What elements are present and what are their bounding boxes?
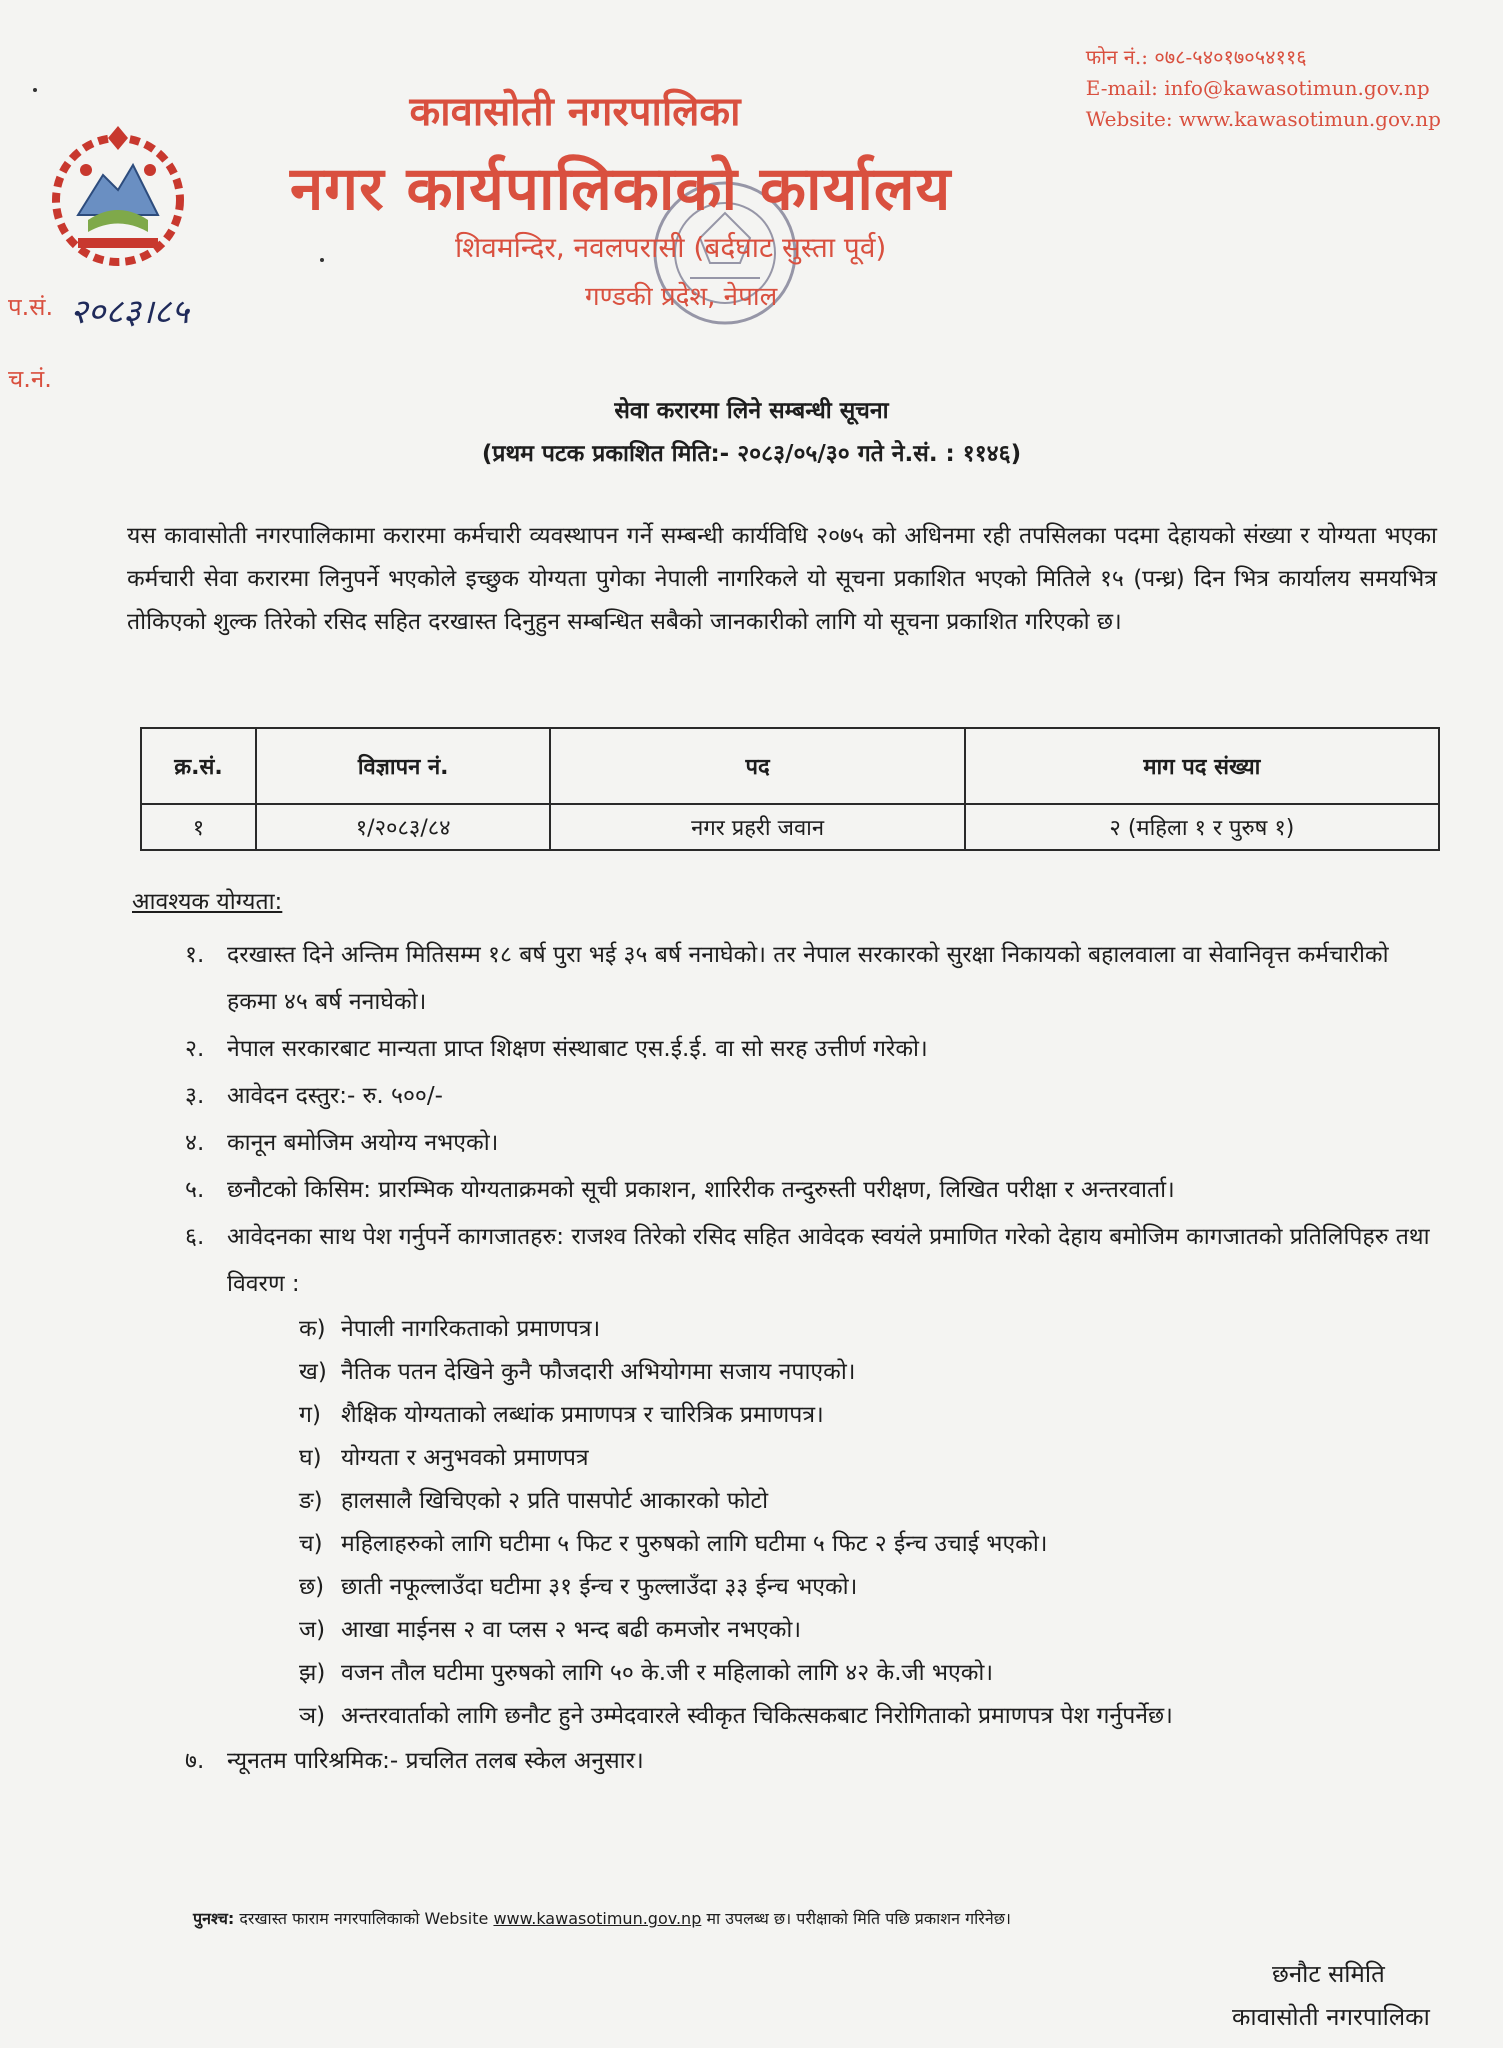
item-text: दरखास्त दिने अन्तिम मितिसम्म १८ बर्ष पुरा भई ३५ बर्ष ननाघेको। तर नेपाल सरकारको सुरक्षा निकायको बहालवाला वा सेवानिवृत्त कर्मचारीको हकमा ४५ बर्ष ननाघेको।: [227, 942, 1389, 1015]
dispatch-label: च.नं.: [8, 365, 52, 393]
list-item: [185, 932, 1445, 1026]
document-text: शैक्षिक योग्यताको लब्धांक प्रमाणपत्र र चारित्रिक प्रमाणपत्र।: [341, 1402, 824, 1428]
office-address: शिवमन्दिर, नवलपरासी (बर्दघाट सुस्ता पूर्व): [455, 231, 887, 264]
document-item: [299, 1609, 1445, 1652]
document-text: नैतिक पतन देखिने कुनै फौजदारी अभियोगमा सजाय नपाएको।: [341, 1359, 856, 1385]
contact-block: [1086, 42, 1441, 135]
notice-subtitle: (प्रथम पटक प्रकाशित मिति:- २०८३/०५/३० गते ने.सं. : ११४६): [481, 441, 1022, 467]
table-header: माग पद संख्या: [965, 728, 1439, 804]
postscript-prefix: पुनश्च:: [193, 1909, 235, 1928]
document-item: [299, 1566, 1445, 1609]
document-item: [299, 1394, 1445, 1437]
document-label: छ): [299, 1574, 325, 1600]
postscript-text: दरखास्त फाराम नगरपालिकाको Website: [239, 1909, 489, 1928]
item-text: कानून बमोजिम अयोग्य नभएको।: [227, 1130, 499, 1156]
document-label: ञ): [299, 1703, 326, 1729]
item-number: १.: [185, 942, 205, 968]
item-number: ७.: [185, 1748, 205, 1774]
document-label: ग): [299, 1402, 321, 1428]
document-label: ङ): [299, 1488, 323, 1514]
item-number: ५.: [185, 1177, 205, 1203]
document-item: [299, 1480, 1445, 1523]
postscript-text-end: मा उपलब्ध छ। परीक्षाको मिति पछि प्रकाशन गरिनेछ।: [706, 1909, 1011, 1928]
table-header: पद: [550, 728, 964, 804]
scan-speck: [33, 88, 37, 92]
document-item: [299, 1652, 1445, 1695]
postscript: [193, 1907, 1011, 1929]
document-item: [299, 1308, 1445, 1351]
item-text: आवेदन दस्तुर:- रु. ५००/-: [227, 1083, 443, 1109]
signature-committee: छनौट समिति: [1272, 1960, 1385, 1988]
item-number: ३.: [185, 1083, 205, 1109]
scan-speck: [320, 258, 324, 262]
table-cell: नगर प्रहरी जवान: [550, 804, 964, 850]
table-header: विज्ञापन नं.: [256, 728, 551, 804]
table-cell: १/२०८३/८४: [256, 804, 551, 850]
document-text: आखा माईनस २ वा प्लस २ भन्द बढी कमजोर नभएको।: [341, 1617, 802, 1643]
ref-label: प.सं.: [8, 293, 54, 321]
table-row: [141, 804, 1439, 850]
item-text: छनौटको किसिम: प्रारम्भिक योग्यताक्रमको सूची प्रकाशन, शारिरीक तन्दुरुस्ती परीक्षण, लिखित परीक्षा र अन्तरवार्ता।: [227, 1177, 1175, 1203]
table-header: क्र.सं.: [141, 728, 256, 804]
document-text: अन्तरवार्ताको लागि छनौट हुने उम्मेदवारले स्वीकृत चिकित्सकबाट निरोगिताको प्रमाणपत्र पेश गर्नुपर्नेछ।: [341, 1703, 1173, 1729]
documents-list: [227, 1308, 1445, 1738]
list-item: [185, 1167, 1445, 1214]
municipality-name: कावासोती नगरपालिका: [409, 89, 741, 135]
document-label: क): [299, 1316, 326, 1342]
document-label: घ): [299, 1445, 322, 1471]
requirements-list: [185, 932, 1445, 1785]
document-label: ज): [299, 1617, 326, 1643]
item-number: ६.: [185, 1224, 205, 1250]
item-text: नेपाल सरकारबाट मान्यता प्राप्त शिक्षण संस्थाबाट एस.ई.ई. वा सो सरह उत्तीर्ण गरेको।: [227, 1036, 928, 1062]
office-title: नगर कार्यपालिकाको कार्यालय: [290, 154, 952, 224]
item-number: २.: [185, 1036, 205, 1062]
ref-number: २०८३।८५: [70, 292, 189, 332]
table-header-row: [141, 728, 1439, 804]
document-text: हालसालै खिचिएको २ प्रति पासपोर्ट आकारको फोटो: [341, 1488, 769, 1514]
document-text: नेपाली नागरिकताको प्रमाणपत्र।: [341, 1316, 601, 1342]
list-item: [185, 1120, 1445, 1167]
document-item: [299, 1523, 1445, 1566]
document-item: [299, 1437, 1445, 1480]
table-cell: २ (महिला १ र पुरुष १): [965, 804, 1439, 850]
website-link[interactable]: www.kawasotimun.gov.np: [493, 1909, 702, 1928]
notice-title: सेवा करारमा लिने सम्बन्धी सूचना: [614, 398, 889, 424]
phone-number: फोन नं.: ०७८-५४०१७०५४११६: [1085, 45, 1307, 69]
list-item: [185, 1738, 1445, 1785]
vacancy-table: [140, 727, 1440, 851]
document-text: योग्यता र अनुभवको प्रमाणपत्र: [341, 1445, 589, 1471]
office-province: गण्डकी प्रदेश, नेपाल: [585, 282, 778, 312]
document-text: छाती नफूल्लाउँदा घटीमा ३१ ईन्च र फुल्लाउँदा ३३ ईन्च भएको।: [341, 1574, 858, 1600]
website-address: Website: www.kawasotimun.gov.np: [1085, 107, 1441, 131]
list-item: [185, 1214, 1445, 1738]
document-text: महिलाहरुको लागि घटीमा ५ फिट र पुरुषको लागि घटीमा ५ फिट २ ईन्च उचाई भएको।: [341, 1531, 1048, 1557]
document-item: [299, 1695, 1445, 1738]
table-cell: १: [141, 804, 256, 850]
nepal-emblem-icon: [38, 120, 198, 270]
item-number: ४.: [185, 1130, 205, 1156]
signature-municipality: कावासोती नगरपालिका: [1232, 2003, 1430, 2031]
document-label: झ): [299, 1660, 326, 1686]
document-item: [299, 1351, 1445, 1394]
email-address: E-mail: info@kawasotimun.gov.np: [1085, 76, 1430, 100]
requirements-title: आवश्यक योग्यता:: [132, 889, 283, 915]
list-item: [185, 1026, 1445, 1073]
list-item: [185, 1073, 1445, 1120]
document-label: ख): [299, 1359, 327, 1385]
notice-intro: यस कावासोती नगरपालिकामा करारमा कर्मचारी व्यवस्थापन गर्ने सम्बन्धी कार्यविधि २०७५ को अधिनमा रही तपसिलका पदमा देहायको संख्या र योग्यता भएका कर्मचारी सेवा करारमा लिनुपर्ने भएकोले इच्छुक योग्यता पुगेका नेपाली नागरिकले यो सूचना प्रकाशित भएको मितिले १५ (पन्ध्र) दिन भित्र कार्यालय समयभित्र तोकिएको शुल्क तिरेको रसिद सहित दरखास्त दिनुहुन सम्बन्धित सबैको जानकारीको लागि यो सूचना प्रकाशित गरिएको छ।: [127, 523, 1437, 635]
document-text: वजन तौल घटीमा पुरुषको लागि ५० के.जी र महिलाको लागि ४२ के.जी भएको।: [341, 1660, 994, 1686]
document-label: च): [299, 1531, 323, 1557]
item-text: न्यूनतम पारिश्रमिक:- प्रचलित तलब स्केल अनुसार।: [227, 1748, 644, 1774]
item-text: आवेदनका साथ पेश गर्नुपर्ने कागजातहरु: राजश्व तिरेको रसिद सहित आवेदक स्वयंले प्रमाणित गरेको देहाय बमोजिम कागजातको प्रतिलिपिहरु तथा विवरण :: [227, 1224, 1430, 1297]
